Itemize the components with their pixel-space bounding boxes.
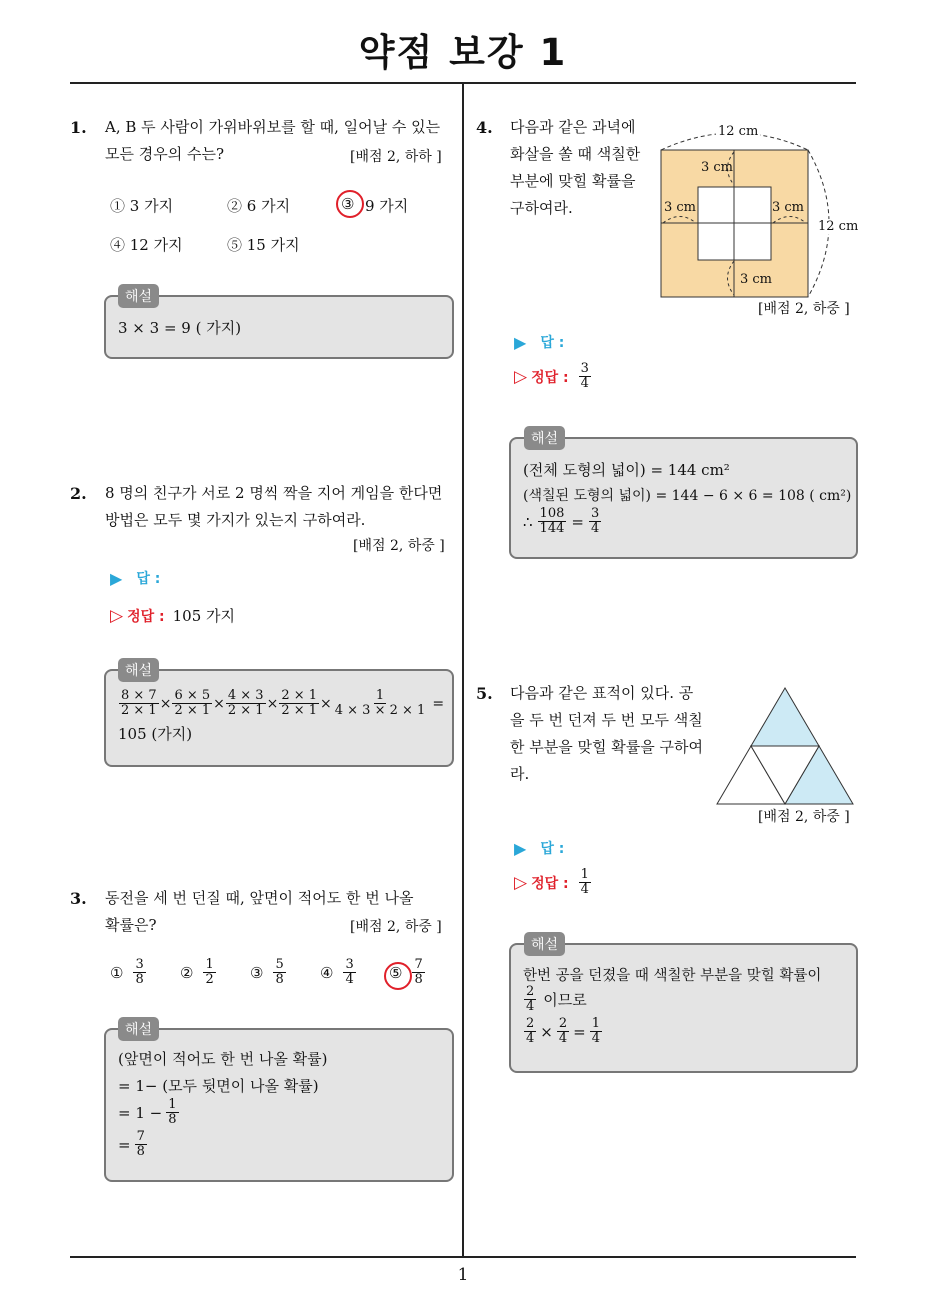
question-text: 다음과 같은 과녁에 화살을 쏠 때 색칠한 부분에 맞힐 확률을 구하여라. [510,118,641,217]
top-shaded-triangle [751,688,819,746]
triangle-target-figure [716,684,862,806]
dim-label-top: 12 cm [718,124,759,139]
score-label: [배점 2, 하중 ] [758,301,850,317]
correct-label: 정답 : [531,369,569,386]
answer-row [110,568,160,588]
answer-label: 답 : [136,571,161,587]
correct-answer-row [514,362,592,391]
answer-label: 답 : [540,841,565,857]
correct-answer-value: $\frac{1}{4}$ [580,867,589,897]
dim-label-left: 3 cm [664,200,697,215]
page-title: 약점 보강 1 [358,31,568,74]
question-text: 다음과 같은 표적이 있다. 공 을 두 번 던져 두 번 모두 색칠 한 부분을 맞힐 확률을 구하여 라. [510,684,703,783]
correct-answer-value: 105 가지 [172,607,235,625]
choice-5[interactable]: ⑤ 15 가지 [227,236,300,254]
question-number: 3. [70,889,87,908]
explanation-formula: $\frac{8 \times 7}{2 \times 1}$ × $\frac{6 \times 5}{2 \times 1}$ × $\frac{4 \times 3}{2 \times 1}$ × $\frac{2 \times 1}{2 \times 1}$ × $\frac{1}{4 \times 3 \times 2 \times 1}$ = [121,688,445,718]
explanation-result: 105 (가지) [118,725,193,743]
explanation-tag: 해설 [524,932,565,956]
outline-play-icon: ▷ [514,872,528,893]
dim-label-right: 12 cm [818,219,859,234]
explanation-tag: 해설 [118,284,159,308]
explanation-line-3: ∴ $\frac{108}{144}$ = $\frac{3}{4}$ [523,506,600,536]
explanation-line-1: (전체 도형의 넓이) = 144 cm² [523,461,730,479]
dim-label-bottom: 3 cm [740,272,773,287]
explanation-line-1: (앞면이 적어도 한 번 나올 확률) [118,1050,328,1068]
dim-label-inner-right: 3 cm [772,200,805,215]
footer-rule [70,1256,856,1258]
answer-row [514,838,564,858]
outline-play-icon: ▷ [514,366,528,387]
play-icon: ▶ [110,568,123,588]
explanation-box [104,669,454,767]
choice-4[interactable]: ④ 12 가지 [110,236,183,254]
correct-label: 정답 : [531,875,569,892]
question-number: 5. [476,684,493,703]
explanation-tag: 해설 [524,426,565,450]
choice-3-text: 9 가지 [365,197,409,215]
choice-3[interactable]: ③ $\frac{5}{8}$ [250,957,284,987]
question-number: 1. [70,118,87,137]
answer-row [514,332,564,352]
column-divider [462,84,464,1258]
question-number: 2. [70,484,87,503]
choice-3[interactable]: ③ [341,195,355,213]
explanation-line-4: = $\frac{7}{8}$ [118,1129,145,1159]
question-number: 4. [476,118,493,137]
explanation-line-2: = 1− (모두 뒷면이 나올 확률) [118,1077,319,1095]
score-label: [배점 2, 하중 ] [350,919,442,935]
score-label: [배점 2, 하중 ] [353,538,445,554]
explanation-line-3: = 1 − $\frac{1}{8}$ [118,1097,177,1127]
explanation-box [509,437,858,559]
explanation-box [509,943,858,1073]
explanation-line-2: (색칠된 도형의 넓이) = 144 − 6 × 6 = 108 ( cm²) [523,488,852,504]
score-label: [배점 2, 하중 ] [758,809,850,825]
question-text: 동전을 세 번 던질 때, 앞면이 적어도 한 번 나올 확률은? [105,889,414,934]
choice-5[interactable]: ⑤ $\frac{7}{8}$ [389,957,423,987]
correct-answer-row [514,868,592,897]
page-number: 1 [457,1265,469,1285]
explanation-text: 3 × 3 = 9 ( 가지) [118,319,242,337]
choice-1[interactable]: ① 3 가지 [110,197,174,215]
score-label: [배점 2, 하하 ] [350,149,442,165]
explanation-tag: 해설 [118,658,159,682]
question-text: 8 명의 친구가 서로 2 명씩 짝을 지어 게임을 한다면 방법은 모두 몇 가지가 있는지 구하여라. [105,484,443,529]
play-icon: ▶ [514,332,527,352]
explanation-tag: 해설 [118,1017,159,1041]
choice-1[interactable]: ① $\frac{3}{8}$ [110,957,144,987]
correct-answer-value: $\frac{3}{4}$ [580,361,589,391]
explanation-line-2: $\frac{2}{4}$ 이므로 [526,984,587,1014]
explanation-line-1: 한번 공을 던졌을 때 색칠한 부분을 맞힐 확률이 [523,968,822,984]
dim-label-inner-top: 3 cm [701,160,734,175]
choice-4[interactable]: ④ $\frac{3}{4}$ [320,957,354,987]
answer-label: 답 : [540,335,565,351]
choice-2[interactable]: ② 6 가지 [227,197,291,215]
explanation-box [104,1028,454,1182]
choice-2[interactable]: ② $\frac{1}{2}$ [180,957,214,987]
correct-answer-row [110,605,235,626]
correct-label: 정답 : [127,608,165,625]
outline-play-icon: ▷ [110,605,124,626]
question-text: A, B 두 사람이 가위바위보를 할 때, 일어날 수 있는 모든 경우의 수는? [105,118,441,163]
play-icon: ▶ [514,838,527,858]
explanation-line-3: $\frac{2}{4}$ × $\frac{2}{4}$ = $\frac{1}{4}$ [526,1016,600,1046]
